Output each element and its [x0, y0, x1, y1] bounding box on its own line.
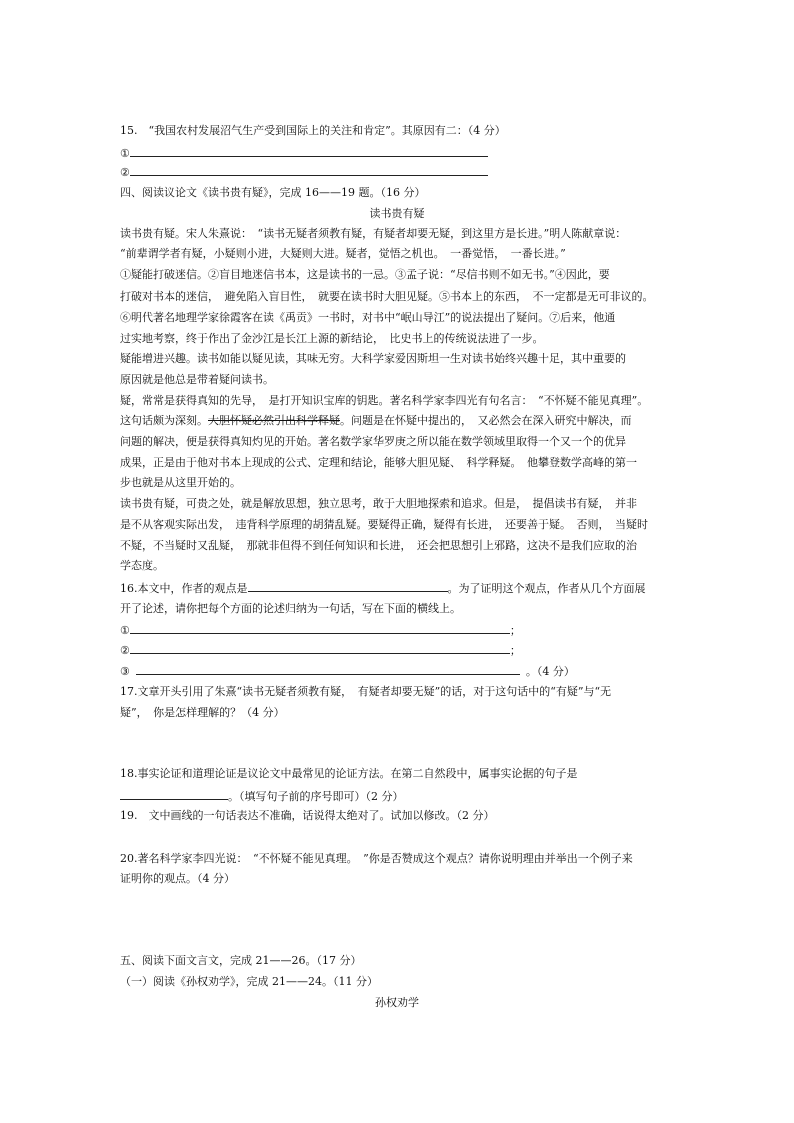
- answer-line-15-2: [120, 165, 488, 180]
- passage-line: “前辈谓学者有疑，小疑则小进，大疑则大进。疑者，觉悟之机也。 一番觉悟， 一番长进。”: [120, 247, 566, 260]
- answer-blank[interactable]: [248, 581, 448, 592]
- answer-blank[interactable]: [130, 643, 510, 654]
- marker-1: ①: [120, 624, 130, 637]
- passage-line: 读书贵有疑，可贵之处，就是解放思想，独立思考，敢于大胆地探索和追求。但是， 提倡读书有疑， 并非: [120, 497, 637, 510]
- question-18: 18.事实论证和道理论证是议论文中最常见的论证方法。在第二自然段中，属事实论据的句子是: [120, 767, 578, 780]
- passage-line: 成果，正是由于他对书本上现成的公式、定理和结论，能够大胆见疑、 科学释疑。 他攀登数学高峰的第一: [120, 456, 637, 469]
- question-20: 20.著名科学家李四光说： “不怀疑不能见真理。 ”你是否赞成这个观点？请你说明理由并举出一个例子来: [120, 852, 633, 865]
- question-16: [120, 581, 646, 596]
- marker-3: ③: [120, 665, 130, 678]
- answer-blank[interactable]: [120, 789, 228, 800]
- question-17: 17.文章开头引用了朱熹“读书无疑者须教有疑， 有疑者却要无疑”的话，对于这句话中的“有疑”与“无: [120, 685, 612, 698]
- passage-line: [120, 414, 632, 428]
- marker-1: ①: [120, 147, 130, 160]
- question-16-cont: 开了论述，请你把每个方面的论述归纳为一句话，写在下面的横线上。: [120, 602, 461, 615]
- answer-blank[interactable]: [136, 664, 520, 675]
- question-18-cont: [120, 789, 404, 804]
- marker-2: ②: [120, 166, 130, 179]
- question-text: 。为了证明这个观点，作者从几个方面展: [447, 582, 646, 595]
- passage-line: ⑥明代著名地理学家徐霞客在读《禹贡》一书时，对书中“岷山导江”的说法提出了疑问。⑦后来，他通: [120, 311, 616, 324]
- points: 。（4 分）: [525, 665, 575, 678]
- underlined-sentence: 大胆怀疑必然引出科学释疑: [208, 414, 340, 427]
- passage-title: 读书贵有疑: [369, 207, 425, 220]
- answer-line-15-1: [120, 146, 488, 161]
- section-4-heading: 四、阅读议论文《读书贵有疑》，完成 16——19 题。（16 分）: [120, 186, 426, 199]
- passage-line: ①疑能打破迷信。②盲目地迷信书本，这是读书的一忌。③孟子说：“尽信书则不如无书。”④因此，要: [120, 268, 610, 281]
- answer-blank[interactable]: [130, 623, 510, 634]
- answer-blank[interactable]: [130, 165, 488, 176]
- separator: ；: [509, 624, 521, 637]
- passage-line: 学态度。: [120, 559, 164, 572]
- separator: ；: [509, 644, 521, 657]
- answer-line-16-2: [120, 643, 521, 658]
- passage-line: 过实地考察，终于作出了金沙江是长江上源的新结论， 比史书上的传统说法进了一步。: [120, 332, 544, 345]
- passage-line: 疑，常常是获得真知的先导， 是打开知识宝库的钥匙。著名科学家李四光有句名言： “不怀疑不能见真理”。: [120, 394, 649, 407]
- passage-line: 步也就是从这里开始的。: [120, 476, 241, 489]
- question-15: 15. “我国农村发展沼气生产受到国际上的关注和肯定”。其原因有二：（4 分）: [120, 124, 506, 137]
- sentence-text: 这句话颇为深刻。: [120, 414, 208, 427]
- passage-line: 疑能增进兴趣。读书如能以疑见读，其味无穷。大科学家爱因斯坦一生对读书始终兴趣十足，其中重要的: [120, 352, 626, 365]
- marker-2: ②: [120, 644, 130, 657]
- passage-title-2: 孙权劝学: [375, 996, 419, 1009]
- question-text: 。（填写句子前的序号即可）（2 分）: [228, 790, 404, 803]
- question-text: 16.本文中，作者的观点是: [120, 582, 248, 595]
- section-5-heading: 五、阅读下面文言文，完成 21——26。（17 分）: [120, 954, 362, 967]
- passage-line: 原因就是他总是带着疑问读书。: [120, 373, 274, 386]
- question-20-cont: 证明你的观点。（4 分）: [120, 872, 235, 885]
- answer-line-16-3: [120, 664, 575, 679]
- answer-blank[interactable]: [130, 146, 488, 157]
- answer-line-16-1: [120, 623, 521, 638]
- question-19: 19. 文中画线的一句话表达不准确，话说得太绝对了。试加以修改。（2 分）: [120, 809, 495, 822]
- sentence-text: 。问题是在怀疑中提出的， 又必然会在深入研究中解决，而: [340, 414, 632, 427]
- passage-line: 问题的解决，便是获得真知灼见的开始。著名数学家华罗庚之所以能在数学领域里取得一个又一个的优异: [120, 435, 626, 448]
- passage-line: 打破对书本的迷信， 避免陷入盲目性， 就要在读书时大胆见疑。⑤书本上的东西， 不一定都是无可非议的。: [120, 290, 654, 303]
- question-17-cont: 疑”， 你是怎样理解的？（4 分）: [120, 706, 285, 719]
- section-5-subheading: （一）阅读《孙权劝学》，完成 21——24。（11 分）: [120, 975, 378, 988]
- passage-line: 读书贵有疑。宋人朱熹说： “读书无疑者须教有疑，有疑者却要无疑，到这里方是长进。”明人陈献章说：: [120, 227, 627, 240]
- passage-line: 是不从客观实际出发， 违背科学原理的胡猜乱疑。要疑得正确，疑得有长进， 还要善于疑。 否则， 当疑时: [120, 518, 648, 531]
- passage-line: 不疑，不当疑时又乱疑， 那就非但得不到任何知识和长进， 还会把思想引上邪路，这决不是我们应取的治: [120, 539, 637, 552]
